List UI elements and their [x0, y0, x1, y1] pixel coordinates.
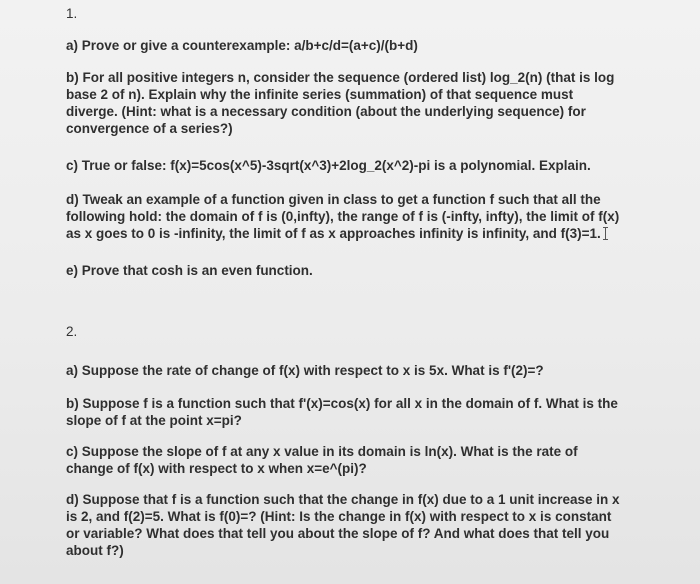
question-2d	[66, 491, 620, 559]
question-2b-line-1: b) Suppose f is a function such that f'(x)=cos(x) for all x in the domain of f. What is the	[66, 396, 618, 411]
question-2d-line-3: or variable? What does that tell you about the slope of f? And what does that tell you	[66, 526, 610, 541]
question-2c	[66, 443, 578, 477]
question-1b-line-3: diverge. (Hint: what is a necessary condition (about the underlying sequence) for	[66, 104, 586, 119]
question-2a	[66, 362, 544, 379]
question-2b-line-2: slope of f at the point x=pi?	[66, 413, 242, 428]
question-1a	[66, 37, 418, 54]
question-1e	[66, 262, 313, 279]
question-1b-line-2: base 2 of n). Explain why the infinite series (summation) of that sequence must	[66, 87, 574, 102]
question-2c-line-2: change of f(x) with respect to x when x=e^(pi)?	[66, 461, 367, 476]
question-2a-line-1: a) Suppose the rate of change of f(x) with respect to x is 5x. What is f'(2)=?	[66, 363, 544, 378]
text-cursor-icon	[603, 227, 609, 240]
question-2d-line-2: is 2, and f(2)=5. What is f(0)=? (Hint: Is the change in f(x) with respect to x is constant	[66, 509, 612, 524]
question-1c	[66, 157, 591, 174]
question-2-number: 2.	[66, 324, 78, 339]
question-1d	[66, 191, 619, 242]
question-1a-line-1: a) Prove or give a counterexample: a/b+c/d=(a+c)/(b+d)	[66, 38, 418, 53]
question-1d-line-3	[66, 225, 619, 242]
question-1c-line-1: c) True or false: f(x)=5cos(x^5)-3sqrt(x^3)+2log_2(x^2)-pi is a polynomial. Explain.	[66, 158, 591, 173]
question-2d-line-4: about f?)	[66, 543, 124, 558]
question-2c-line-1: c) Suppose the slope of f at any x value in its domain is ln(x). What is the rate of	[66, 444, 578, 459]
question-1d-line-1: d) Tweak an example of a function given in class to get a function f such that all the	[66, 192, 601, 207]
question-1d-line-2: following hold: the domain of f is (0,infty), the range of f is (-infty, infty), the limit of f(x)	[66, 209, 620, 224]
question-1e-line-1: e) Prove that cosh is an even function.	[66, 263, 313, 278]
question-2d-line-1: d) Suppose that f is a function such that the change in f(x) due to a 1 unit increase in x	[66, 492, 620, 507]
question-1b-line-4: convergence of a series?)	[66, 121, 233, 136]
question-1b-line-1: b) For all positive integers n, consider the sequence (ordered list) log_2(n) (that is log	[66, 70, 615, 85]
question-2b	[66, 395, 618, 429]
question-1d-line-3-text: as x goes to 0 is -infinity, the limit of f as x approaches infinity is infinity, and f(3)=1.	[66, 226, 601, 241]
question-1-number: 1.	[66, 6, 78, 21]
question-1b	[66, 69, 614, 137]
